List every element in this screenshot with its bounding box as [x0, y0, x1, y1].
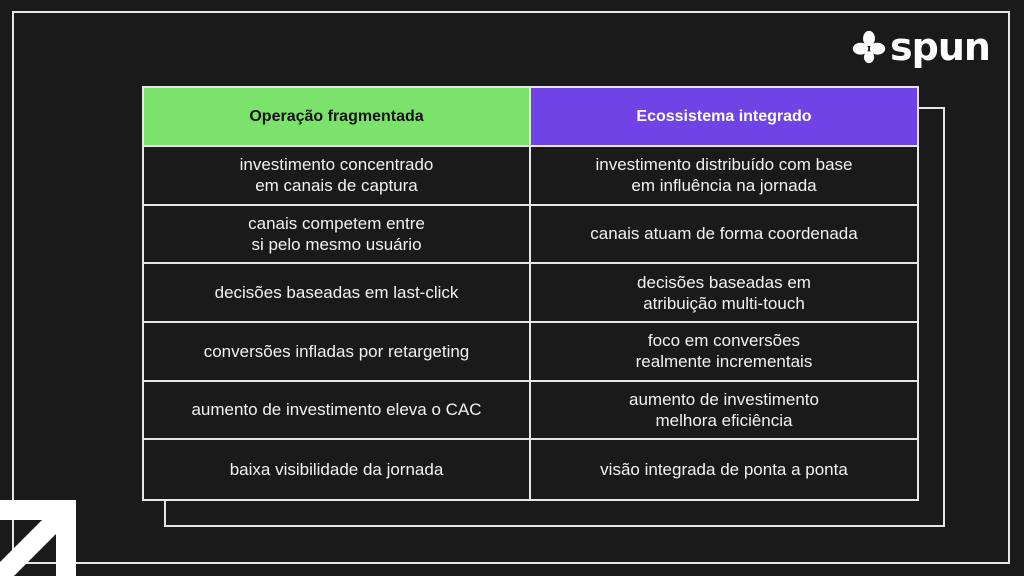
- table-row-6-right: visão integrada de ponta a ponta: [600, 460, 848, 480]
- brand-name: spun: [890, 25, 990, 69]
- table-row-2-right: canais atuam de forma coordenada: [531, 206, 917, 265]
- table-row-4-right: foco em conversões realmente incrementais: [531, 323, 917, 382]
- header-right: Ecossistema integrado: [531, 88, 917, 147]
- flower-icon: [852, 30, 886, 64]
- table-row-1-right: investimento distribuído com base em influência na jornada: [531, 147, 917, 206]
- table-row-5-left: aumento de investimento eleva o CAC: [144, 382, 531, 441]
- header-left: Operação fragmentada: [144, 88, 531, 147]
- table-row-4-left: conversões infladas por retargeting: [144, 323, 531, 382]
- comparison-table: [142, 86, 919, 501]
- table-row-6-left: baixa visibilidade da jornada: [144, 440, 531, 499]
- table-row-3-right: decisões baseadas em atribuição multi-touch: [531, 264, 917, 323]
- table-row-3-left: decisões baseadas em last-click: [144, 264, 531, 323]
- table-row-2-left: canais competem entre si pelo mesmo usuário: [144, 206, 531, 265]
- arrow-up-right-icon: [0, 500, 76, 576]
- table-row-1-left: investimento concentrado em canais de captura: [144, 147, 531, 206]
- table-row-5-right: aumento de investimento melhora eficiência: [531, 382, 917, 441]
- brand-logo: [852, 27, 990, 67]
